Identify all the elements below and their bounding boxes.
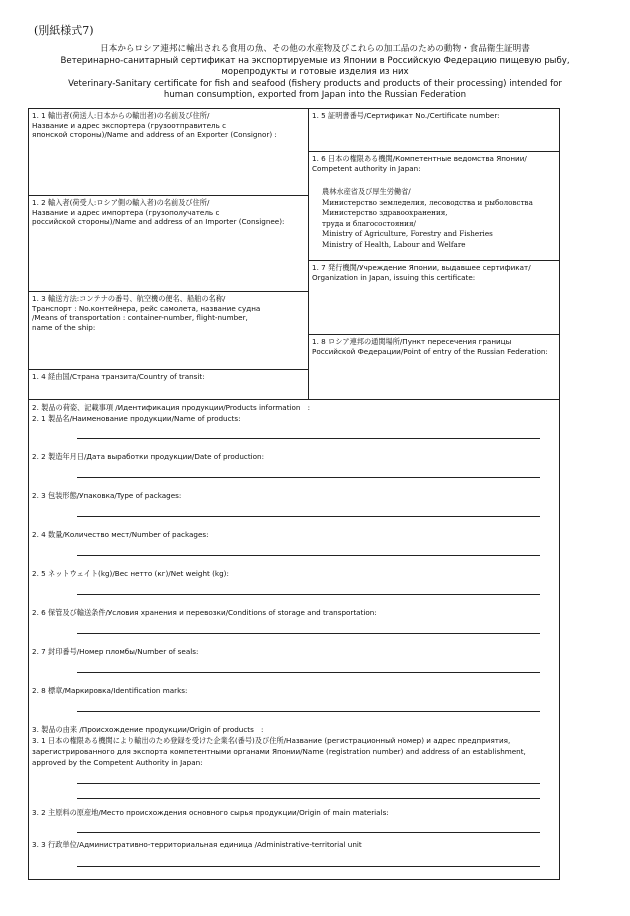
package-count-label: 2. 4 数量/Количество мест/Number of packages: (32, 530, 209, 539)
establishment-line[interactable] (77, 798, 540, 799)
product-name-label: 2. 1 製品名/Наименование продукции/Name of products: (32, 414, 241, 423)
admin-unit-label: 3. 3 行政単位/Административно-территориальная единица /Administrative-territorial unit (32, 840, 362, 849)
package-type-line[interactable] (77, 516, 540, 517)
transport-field[interactable] (29, 292, 308, 334)
title-russian-line2: морепродукты и готовые изделия из них (221, 67, 409, 77)
production-date-line[interactable] (77, 477, 540, 478)
field-label: Organization in Japan, issuing this certificate: (312, 272, 476, 282)
authority-field (309, 152, 559, 175)
admin-unit-line[interactable] (77, 866, 540, 867)
form-number: (別紙様式7) (34, 24, 94, 37)
raw-materials-line[interactable] (77, 832, 540, 833)
field-label: 1. 2 輸入者(荷受人:ロシア側の輸入者)の名前及び住所/ (32, 198, 210, 207)
authority-line: Ministry of Agriculture, Forestry and Fisheries (322, 229, 493, 238)
exporter-field[interactable] (29, 109, 308, 142)
section3-heading: 3. 製品の由来 /Происхождение продукции/Origin of products : (32, 725, 264, 734)
importer-field[interactable] (29, 196, 308, 229)
title-english-line1: Veterinary-Sanitary certificate for fish and seafood (fishery products and products of their processing) intended for (68, 78, 562, 89)
product-name-line[interactable] (77, 438, 540, 439)
authority-list (322, 187, 533, 250)
seal-number-label: 2. 7 封印番号/Номер пломбы/Number of seals: (32, 647, 199, 656)
identification-marks-line[interactable] (77, 711, 540, 712)
certificate-title (30, 44, 600, 102)
establishment-label-line1: 3. 1 日本の権限ある機関により輸出のため登録を受けた企業名(番号)及び住所/Название (регистрационный номер) и адрес предприятия, (32, 736, 511, 745)
package-count-line[interactable] (77, 555, 540, 556)
authority-line: 農林水産省及び厚生労働省/ (322, 187, 411, 196)
package-type-label: 2. 3 包装形態/Упаковка/Type of packages: (32, 491, 182, 500)
raw-materials-label: 3. 2 主原料の原産地/Место происхождения основного сырья продукции/Origin of main materials: (32, 808, 389, 817)
field-label: name of the ship: (32, 322, 96, 332)
field-label: 1. 6 日本の権限ある機関/Компетентные ведомства Японии/ (312, 154, 527, 163)
authority-line: Министерство здравоохранения, (322, 208, 448, 217)
field-label: Транспорт : No.контейнера, рейс самолета, название судна (32, 303, 261, 313)
field-label: российской стороны)/Name and address of an Importer (Consignee): (32, 217, 285, 226)
storage-conditions-line[interactable] (77, 633, 540, 634)
field-label: Название и адрес импортера (грузополучатель с (32, 207, 220, 217)
field-label: японской стороны)/Name and address of an Exporter (Consignor) : (32, 130, 277, 139)
title-russian-line1: Ветеринарно-санитарный сертификат на экспортируемые из Японии в Российскую Федерацию пищевую рыбу, (60, 55, 570, 66)
production-date-label: 2. 2 製造年月日/Дата выработки продукции/Date of production: (32, 452, 265, 461)
issuing-org-field[interactable] (309, 261, 559, 284)
net-weight-label: 2. 5 ネットウェイト(kg)/Вес нетто (кг)/Net weight (kg): (32, 569, 229, 578)
field-label: Competent authority in Japan: (312, 163, 421, 173)
field-label: Название и адрес экспортера (грузоотправитель с (32, 120, 227, 130)
net-weight-line[interactable] (77, 594, 540, 595)
authority-line: Ministry of Health, Labour and Welfare (322, 239, 466, 249)
section2-heading: 2. 製品の荷姿、記載事項 /Идентификация продукции/Products information : (32, 403, 311, 412)
storage-conditions-label: 2. 6 保管及び輸送条件/Условия хранения и перевозки/Conditions of storage and transportation: (32, 608, 377, 617)
authority-line: Министерство земледелия, лесоводства и рыболовства (322, 197, 533, 207)
establishment-line[interactable] (77, 783, 540, 784)
establishment-label-line2: зарегистрированного для экспорта компетентными органами Японии/Name (registration number) and address of an establishment, (32, 747, 526, 756)
authority-line: труда и благосостояния/ (322, 218, 416, 228)
field-label: 1. 4 経由国/Страна транзита/Country of transit: (32, 372, 205, 381)
field-label: Российской Федерации/Point of entry of the Russian Federation: (312, 346, 548, 356)
field-label: 1. 8 ロシア連邦の通関場所/Пункт пересечения границы (312, 337, 512, 346)
field-label: 1. 3 輸送方法:コンテナの番号、航空機の便名、船舶の名称/ (32, 294, 226, 303)
cert-number-field[interactable] (309, 109, 559, 123)
title-japanese: 日本からロシア連邦に輸出される食用の魚、その他の水産物及びこれらの加工品のための動物・食品衛生証明書 (100, 44, 530, 54)
establishment-label-line3: approved by the Competent Authority in Japan: (32, 758, 203, 767)
field-label: 1. 7 発行機関/Учреждение Японии, выдавшее сертификат/ (312, 263, 531, 272)
entry-point-field[interactable] (309, 335, 559, 358)
field-label: 1. 1 輸出者(荷送人:日本からの輸出者)の名前及び住所/ (32, 111, 210, 120)
field-label: 1. 5 証明書番号/Сертификат No./Certificate number: (312, 111, 500, 120)
identification-marks-label: 2. 8 標章/Маркировка/Identification marks: (32, 686, 188, 695)
section1-grid (28, 108, 560, 400)
field-label: /Means of transportation : container-number, flight-number, (32, 313, 248, 322)
products-section (28, 400, 560, 880)
title-english-line2: human consumption, exported from Japan into the Russian Federation (163, 90, 467, 100)
seal-number-line[interactable] (77, 672, 540, 673)
transit-field[interactable] (29, 370, 308, 384)
